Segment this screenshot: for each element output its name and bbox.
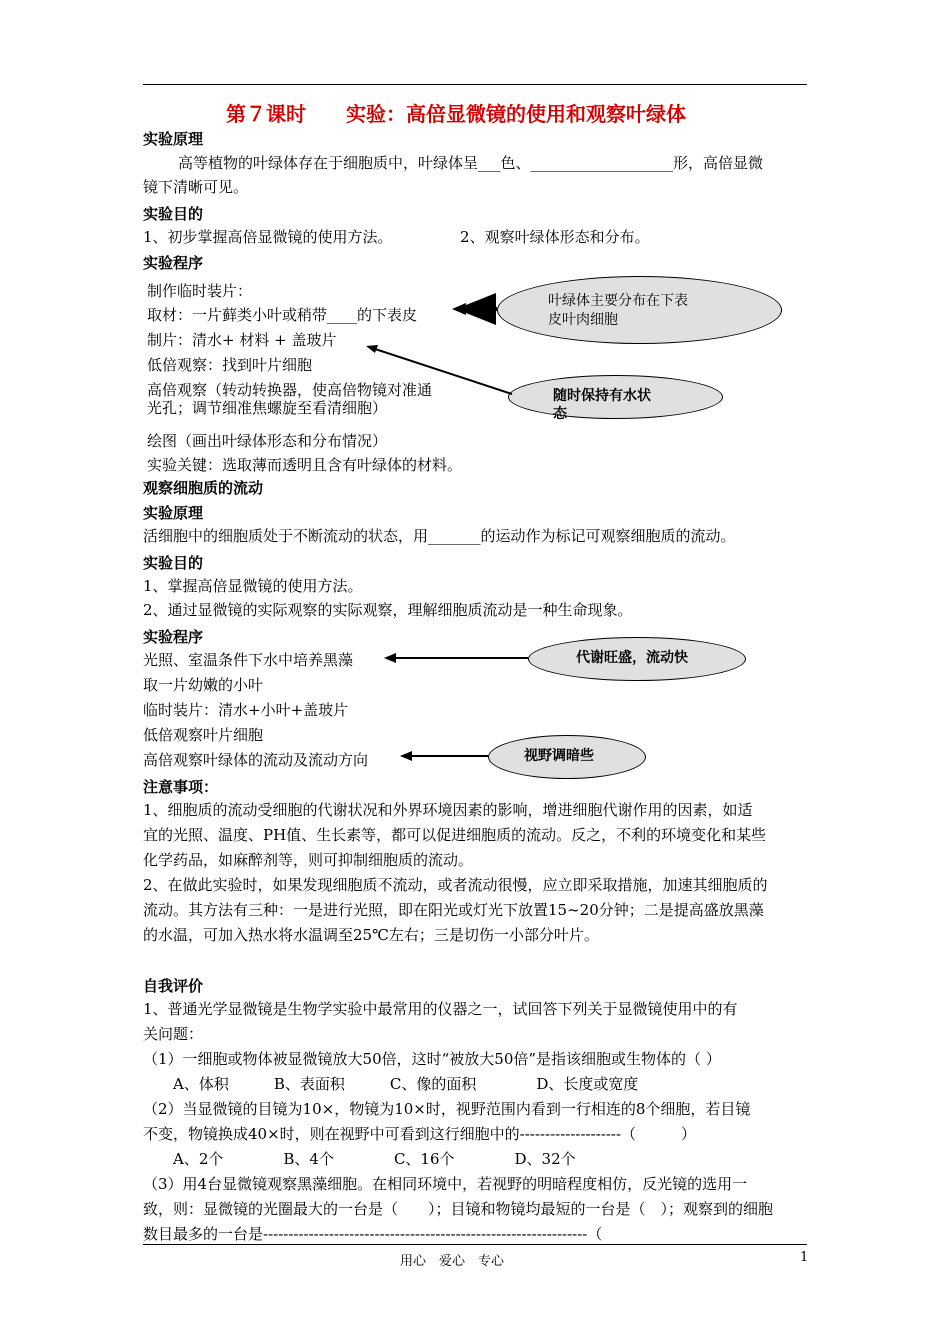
question-options: A、2个 B、4个 C、16个 D、32个 bbox=[143, 1150, 576, 1168]
note-line: 2、在做此实验时，如果发现细胞质不流动，或者流动很慢，应立即采取措施，加速其细胞质的 bbox=[143, 876, 768, 894]
section2-principle-line: 活细胞中的细胞质处于不断流动的状态，用_______的运动作为标记可观察细胞质的流动。 bbox=[143, 527, 736, 545]
step-make-slide: 制片：清水+ 材料 + 盖玻片 bbox=[147, 331, 337, 349]
arrowhead-make-slide bbox=[366, 345, 378, 353]
section2-purpose-2: 2、通过显微镜的实际观察的实际观察，理解细胞质流动是一种生命现象。 bbox=[143, 601, 633, 619]
arrowhead-high-power-flow bbox=[400, 751, 412, 761]
question-line: （2）当显微镜的目镜为10×，物镜为10×时，视野范围内看到一行相连的8个细胞，若目镜 bbox=[143, 1100, 751, 1118]
note-text-dim-view: 视野调暗些 bbox=[524, 748, 594, 764]
footer-motto: 用心 爱心 专心 bbox=[400, 1254, 505, 1269]
note-line: 1、细胞质的流动受细胞的代谢状况和外界环境因素的影响，增进细胞代谢作用的因素，如适 bbox=[143, 801, 753, 819]
flow-step-culture: 光照、室温条件下水中培养黑藻 bbox=[143, 651, 354, 669]
step-high-power-2: 光孔；调节细准焦螺旋至看清细胞） bbox=[147, 399, 388, 417]
step-prepare-slide: 制作临时装片： bbox=[147, 282, 253, 300]
note-line: 流动。其方法有三种：一是进行光照，即在阳光或灯光下放置15~20分钟；二是提高盛放黑藻 bbox=[143, 901, 764, 919]
arrowhead-lower-epidermis bbox=[452, 303, 466, 315]
note-text-keep-wet-2: 态 bbox=[553, 406, 567, 422]
section1-purpose-line: 1、初步掌握高倍显微镜的使用方法。 2、观察叶绿体形态和分布。 bbox=[143, 228, 650, 246]
question-line: （1）一细胞或物体被显微镜放大50倍，这时“被放大50倍”是指该细胞或生物体的（ ） bbox=[143, 1050, 721, 1068]
section2-purpose-1: 1、掌握高倍显微镜的使用方法。 bbox=[143, 577, 363, 595]
section2-heading: 观察细胞质的流动 bbox=[143, 479, 264, 497]
section1-procedure-heading: 实验程序 bbox=[143, 254, 204, 272]
step-key-point: 实验关键：选取薄而透明且含有叶绿体的材料。 bbox=[147, 456, 463, 474]
step-drawing: 绘图（画出叶绿体形态和分布情况） bbox=[147, 432, 388, 450]
question-line: 1、普通光学显微镜是生物学实验中最常用的仪器之一，试回答下列关于显微镜使用中的有 bbox=[143, 1000, 738, 1018]
self-evaluation-heading: 自我评价 bbox=[143, 977, 204, 995]
note-line: 宜的光照、温度、PH值、生长素等，都可以促进细胞质的流动。反之，不利的环境变化和某些 bbox=[143, 826, 767, 844]
section2-principle-heading: 实验原理 bbox=[143, 504, 204, 522]
page-number: 1 bbox=[800, 1250, 809, 1265]
section1-principle-line1: 高等植物的叶绿体存在于细胞质中，叶绿体呈___色、___________________形，高倍显微 bbox=[178, 154, 764, 172]
notes-heading: 注意事项： bbox=[143, 778, 219, 796]
section1-principle-heading: 实验原理 bbox=[143, 130, 204, 148]
question-options: A、体积 B、表面积 C、像的面积 D、长度或宽度 bbox=[143, 1075, 639, 1093]
section2-purpose-heading: 实验目的 bbox=[143, 554, 204, 572]
arrow-to-make-slide bbox=[372, 348, 512, 394]
flow-step-slide: 临时装片：清水+小叶+盖玻片 bbox=[143, 701, 349, 719]
question-line: 数目最多的一台是----------------------------------------------------------------（ bbox=[143, 1225, 603, 1243]
section2-procedure-heading: 实验程序 bbox=[143, 628, 204, 646]
arrowhead-culture bbox=[384, 653, 396, 663]
step-low-power: 低倍观察：找到叶片细胞 bbox=[147, 356, 313, 374]
section1-principle-line2: 镜下清晰可见。 bbox=[143, 178, 249, 196]
question-line: 致，则：显微镜的光圈最大的一台是（ ）；目镜和物镜均最短的一台是（ ）；观察到的细胞 bbox=[143, 1200, 774, 1218]
question-line: 关问题： bbox=[143, 1025, 204, 1043]
note-text-keep-wet-1: 随时保持有水状 bbox=[553, 388, 651, 404]
step-high-power-1: 高倍观察（转动转换器，使高倍物镜对准通 bbox=[147, 381, 433, 399]
flow-step-low-power: 低倍观察叶片细胞 bbox=[143, 726, 264, 744]
note-text-chloroplast-2: 皮叶肉细胞 bbox=[548, 312, 618, 328]
note-text-metabolism: 代谢旺盛，流动快 bbox=[576, 650, 688, 666]
note-line: 的水温，可加入热水将水温调至25℃左右；三是切伤一小部分叶片。 bbox=[143, 926, 599, 944]
question-line: （3）用4台显微镜观察黑藻细胞。在相同环境中，若视野的明暗程度相仿，反光镜的选用一 bbox=[143, 1175, 748, 1193]
note-text-chloroplast-1: 叶绿体主要分布在下表 bbox=[548, 293, 688, 309]
flow-step-leaf: 取一片幼嫩的小叶 bbox=[143, 676, 264, 694]
note-line: 化学药品，如麻醉剂等，则可抑制细胞质的流动。 bbox=[143, 851, 474, 869]
flow-step-high-power: 高倍观察叶绿体的流动及流动方向 bbox=[143, 751, 369, 769]
question-line: 不变，物镜换成40×时，则在视野中可看到这行细胞中的--------------------（ ） bbox=[143, 1125, 697, 1143]
step-material: 取材：一片藓类小叶或稍带____的下表皮 bbox=[147, 306, 418, 324]
page-title: 第７课时 实验：高倍显微镜的使用和观察叶绿体 bbox=[226, 102, 686, 126]
section1-purpose-heading: 实验目的 bbox=[143, 205, 204, 223]
